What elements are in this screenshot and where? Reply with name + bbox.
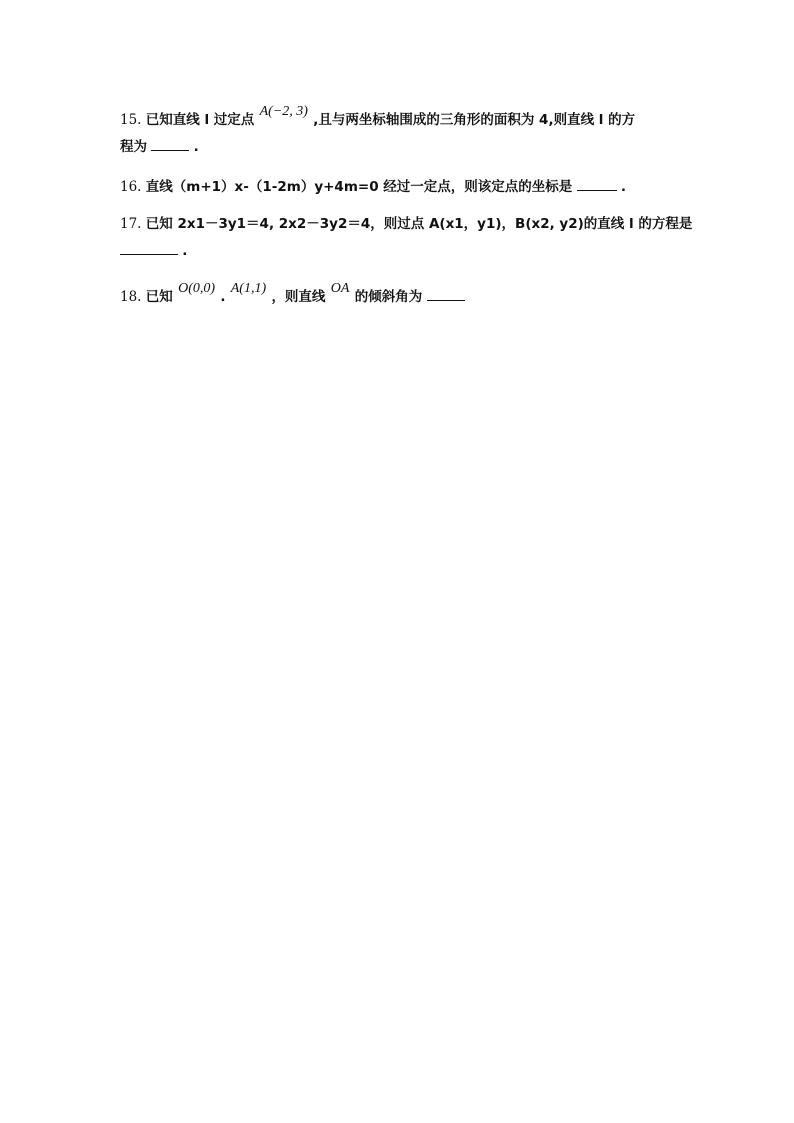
question-number: 16. [120,179,142,195]
question-15-line-1 [120,104,700,134]
question-18-line-1 [120,281,700,311]
question-punctuation: . [193,139,199,155]
question-text: 的倾斜角为 [354,289,423,305]
question-text: 已知 [145,289,173,305]
question-15 [120,104,700,161]
question-17-line-1 [120,211,700,238]
answer-blank [120,240,178,255]
question-number: 17. [120,216,142,232]
answer-blank [577,176,617,191]
question-15-line-2 [120,134,700,161]
formula-line-oa: OA [330,281,350,296]
question-text: 直线（m+1）x-（1-2m）y+4m=0 经过一定点，则该定点的坐标是 [145,179,573,195]
question-number: 15. [120,112,142,128]
question-text: ,且与两坐标轴围成的三角形的面积为 4,则直线 l 的方 [313,112,636,128]
formula-point-a: A(1,1) [230,281,267,296]
question-text: 程为 [120,139,147,155]
question-punctuation: . [220,289,226,305]
question-text: 已知直线 l 过定点 [145,112,255,128]
question-punctuation: . [182,243,188,259]
question-text: ，则直线 [271,289,326,305]
answer-blank [151,136,189,151]
question-16-line-1 [120,174,700,201]
formula-point-a: A(−2, 3) [259,104,308,119]
question-17 [120,211,700,265]
answer-blank [427,286,465,301]
formula-point-o: O(0,0) [178,281,216,296]
question-text: 已知 2x1－3y1＝4, 2x2－3y2＝4，则过点 A(x1，y1)，B(x2, y2)的直线 l 的方程是 [145,216,693,232]
question-number: 18. [120,289,142,305]
question-17-line-2 [120,238,700,265]
question-16 [120,174,700,201]
question-18 [120,281,700,311]
question-punctuation: . [620,179,627,195]
